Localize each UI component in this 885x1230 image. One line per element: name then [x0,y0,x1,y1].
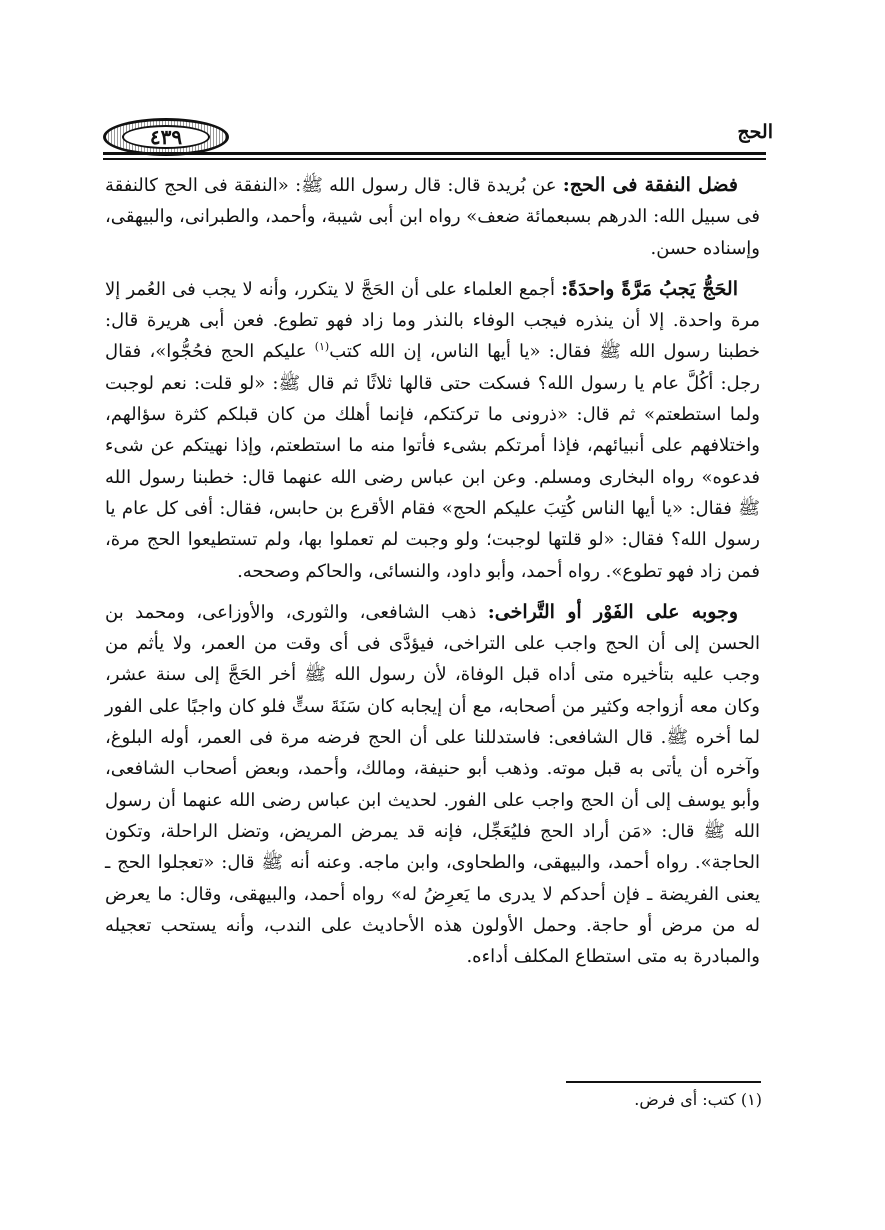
section-title-timing: وجوبه على الفَوْر أو التَّراخى: [487,600,739,623]
paragraph-once [105,274,760,587]
section-title-once: الحَجُّ يَجبُ مَرَّةً واحدَةً: [561,277,738,300]
paragraph-text: أجمع العلماء على أن الحَجَّ لا يتكرر، وأنه لا يجب فى العُمر إلا مرة واحدة. إلا أن ينذره فيجب الوفاء بالنذر وما زاد فهو تطوع. فعن أبى هريرة قال: خطبنا رسول الله ﷺ فقال: «يا أيها الناس، إن الله كتب [105,278,760,363]
paragraph-text: عن بُريدة قال: قال رسول الله ﷺ: «النفقة فى الحج كالنفقة فى سبيل الله: الدرهم بسبعمائة ضعف» رواه ابن أبى شيبة، وأحمد، والطبرانى، والبيهقى، وإسناده حسن. [105,175,760,259]
chapter-title: الحج [737,121,773,143]
paragraph-text: ذهب الشافعى، والثورى، والأوزاعى، ومحمد بن الحسن إلى أن الحج واجب على التراخى، فيؤدَّى فى أى وقت من العمر، ولا يأثم من وجب عليه بتأخيره متى أداه قبل الوفاة، لأن رسول الله ﷺ أخر الحَجَّ إلى سنة عشر، وكان معه أزواجه وكثير من أصحابه، مع أن إيجابه كان سَنَةَ ستٍّ فلو كان واجبًا على الفور لما أخره ﷺ. قال الشافعى: فاستدللنا على أن الحج فرضه مرة فى العمر، أوله البلوغ، وآخره أن يأتى به قبل موته. وذهب أبو حنيفة، ومالك، وأحمد، وبعض أصحاب الشافعى، وأبو يوسف إلى أن الحج واجب على الفور. لحديث ابن عباس رضى الله عنهما أن رسول الله ﷺ قال: «مَن أراد الحج فليُعَجِّل، فإنه قد يمرض المريض، وتضل الراحلة، وتكون الحاجة». رواه أحمد، والبيهقى، والطحاوى، وابن ماجه. وعنه أنه ﷺ قال: «تعجلوا الحج ـ يعنى الفريضة ـ فإن أحدكم لا يدرى ما يَعرِضُ له» رواه أحمد، والبيهقى، وقال: ما يعرض له من مرض أو حاجة. وحمل الأولون هذه الأحاديث على الندب، وأنه يستحب تعجيله والمبادرة به متى استطاع المكلف أداءه. [105,601,760,968]
footnote-marker: (١) [314,340,330,354]
header-rule [103,152,766,155]
footnote: (١) كتب: أى فرض. [634,1090,762,1109]
header-rule-thin [103,158,766,160]
paragraph-timing [105,597,760,973]
paragraph-text: عليكم الحج فحُجُّوا»، فقال رجل: أكُلَّ عام يا رسول الله؟ فسكت حتى قالها ثلاثًا ثم قال ﷺ: «لو قلت: نعم لوجبت ولما استطعتم» ثم قال: «ذرونى ما تركتكم، فإنما أهلك من كان قبلكم كثرة سؤالهم، واختلافهم على أنبيائهم، فإذا أمرتكم بشىء فأتوا منه ما استطعتم، وإذا نهيتكم عن شىء فدعوه» رواه البخارى ومسلم. وعن ابن عباس رضى الله عنهما قال: خطبنا رسول الله ﷺ فقال: «يا أيها الناس كُتِبَ عليكم الحج» فقام الأقرع بن حابس، فقال: أفى كل عام يا رسول الله؟ فقال: «لو قلتها لوجبت؛ ولو وجبت لم تعملوا بها، ولم تستطيعوا الحج مرة، فمن زاد فهو تطوع». رواه أحمد، وأبو داود، والنسائى، والحاكم وصححه. [105,341,760,582]
body-text [105,170,760,982]
page-number: ٤٣٩ [122,125,210,149]
section-title-spending: فضل النفقة فى الحج: [562,174,738,196]
page-number-ornament [103,118,229,156]
footnote-rule [566,1081,761,1083]
paragraph-spending [105,170,760,264]
